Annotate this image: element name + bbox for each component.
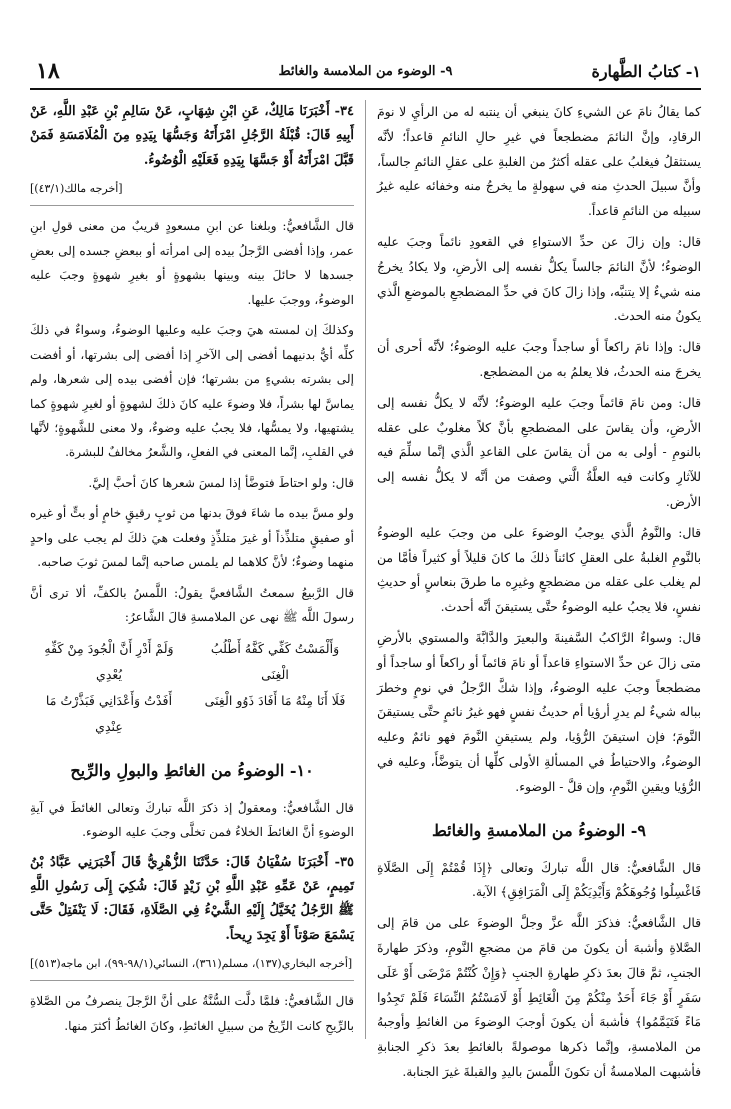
header-rule	[30, 88, 701, 90]
section-heading-9: ٩- الوضوءُ من الملامسةِ والغائط	[431, 820, 647, 840]
hadith-35: ٣٥- أَخْبَرَنَا سُفْيَانُ قَالَ: حَدَّثَنَا الزُّهْرِيُّ قَالَ أَخْبَرَنِي عَبَّادُ بْنُ تَمِيمٍ، عَنْ عَمِّهِ عَبْدِ اللَّهِ بْنِ زَيْدٍ قَالَ: شُكِيَ إِلَى رَسُولِ اللَّهِ ﷺ الرَّجُلُ يُخَيَّلُ إِلَيْهِ الشَّيْءُ فِي الصَّلَاةِ، فَقَالَ: لَا يَنْفَتِلْ حَتَّى يَسْمَعَ صَوْتاً أَوْ يَجِدَ رِيحاً.	[30, 854, 354, 943]
poem-hemistich: فَلَا أَنَا مِنْهُ مَا أَفَادَ ذَوُو الْغِنَى	[204, 692, 346, 708]
paragraph: كما يقالُ نامَ عن الشيءِ كانَ ينبغي أن ينتبه له من الرأيِ لا نومَ الرقادِ، وإنَّ النائمَ مضطجعاً في غيرِ حالِ النائمِ قاعداً؛ لأنَّه يستثقلُ فيغلبُ على عقله أكثرُ من الغلبةِ على عقلِ النائمِ جالساً، وأنَّ سبيلَ الحدثِ منه في سهولةٍ ما يخرجُ منه وخفائه عليه غيرُ سبيله من النائمِ قاعداً.	[377, 105, 701, 219]
paragraph: قال: ومن نامَ قائماً وجبَ عليه الوضوءُ؛ لأنَّه لا يكلُّ نفسه إلى الأرضِ، وأن يقاسَ على المضطجعِ بأنَّ كلاً مغلوبٌ على عقله بالنومِ - أولى به من أن يقاسَ على القاعدِ الَّذي إنَّما سلِّمَ فيه للآثارِ وكانت فيه العلَّةُ الَّتي وصفت من أنَّه لا يكلُّ نفسه إلى الأرض.	[377, 395, 701, 509]
section-heading-10: ١٠- الوضوءُ من الغائطِ والبولِ والرِّيح	[70, 760, 314, 780]
paragraph: قال: وسواءٌ الرَّاكبُ السَّفينةَ والبعيرَ والدَّابَّةَ والمستوي بالأرضِ متى زالَ عن حدِّ الاستواءِ قاعداً أو نامَ قائماً أو راكعاً أو ساجداً أو مضطجعاً وجبَ عليه الوضوءُ، وإذا شكَّ الرَّجلُ في نومٍ وخطرَ بباله شيءٌ لم يدرِ أرؤيا أم حديثُ نفسٍ فهو غيرُ نائمٍ حتَّى يستيقنَ النَّومَ؛ فإن استيقنَ الرُّؤيا، ولم يستيقنِ النَّومَ فهو نائمٌ وعليه الوضوءُ، والاحتياطُ في المسألةِ الأولى كلِّها أن يتوضَّأَ، وعليه في الرُّؤيا ويقينِ النَّومِ، وإن قلَّ - الوضوء.	[377, 630, 701, 794]
paragraph: قال الشَّافعيُّ: ومعقولٌ إذ ذكرَ اللَّه تباركَ وتعالى الغائطَ في آيةِ الوضوءِ أنَّ الغائطَ الخلاءُ فمن تخلَّى وجبَ عليه الوضوء.	[30, 800, 354, 840]
left-column	[30, 100, 354, 1044]
paragraph: قال: والنَّومُ الَّذي يوجبُ الوضوءَ على من وجبَ عليه الوضوءُ بالنَّومِ الغلبةُ على العقلِ كائناً ذلكَ ما كانَ قليلاً أو كثيراً فأمَّا من لم يغلب على عقله من مضطجعٍ وغيرِه ما طرقَ بنعاسٍ أو حديثِ نفسٍ، فلا يجبُ عليه الوضوءُ حتَّى يستيقنَ أنَّه أحدث.	[377, 525, 701, 615]
page-number: ١٨	[36, 58, 60, 84]
book-title: ١- كتابُ الطَّهارة	[591, 62, 701, 81]
divider	[30, 205, 354, 206]
poem-verses	[36, 636, 348, 740]
paragraph: قال: ولو احتاطَ فتوضَّأ إذا لمسَ شعرها كانَ أحبَّ إليَّ.	[88, 475, 354, 490]
paragraph: قال الرَّبيعُ سمعتُ الشَّافعيَّ يقولُ: اللَّمسُ بالكفِّ، ألا ترى أنَّ رسولَ اللَّه ﷺ نهى عن الملامسةِ قالَ الشَّاعرُ:	[30, 585, 354, 625]
chapter-title: ٩- الوضوء من الملامسة والغائط	[278, 64, 453, 79]
hadith-reference: [أخرجه مالك(٤٣/١)]	[30, 182, 123, 196]
right-column	[377, 100, 701, 1091]
poem-hemistich: وَلَمْ أَدْرِ أَنَّ الْجُودَ مِنْ كَفِّهِ يُعْدِي	[44, 640, 174, 682]
column-divider	[365, 100, 366, 1039]
paragraph: قال الشَّافعيُّ: فلمَّا دلَّت السُّنَّةُ على أنَّ الرَّجلَ ينصرفُ من الصَّلاةِ بالرِّيحِ كانت الرِّيحُ من سبيلِ الغائطِ، وكانَ الغائطُ أكثرَ منها.	[30, 994, 354, 1033]
hadith-reference: [أخرجه البخاري(١٣٧)، مسلم(٣٦١)، النسائي(٩٨/١-٩٩)، ابن ماجه(٥١٣)]	[30, 957, 353, 971]
poem-hemistich: وَأَلْمَسْتُ كَفِّي كَفَّهُ أَطْلُبُ الْغِنَى	[210, 640, 340, 682]
paragraph: ولو مسَّ بيده ما شاءَ فوقَ بدنها من ثوبٍ رقيقٍ خامٍ أو بتٍّ أو غيره أو صفيقٍ متلذِّذاً أو غيرَ متلذِّذٍ وفعلت هيَ ذلكَ لم يجب على واحدٍ منهما وضوءٌ؛ لأنَّ كلاهما لم يلمس صاحبه إنَّما لمسَ ثوبَ صاحبه.	[30, 506, 354, 570]
paragraph: قال الشَّافعيُّ: قال اللَّه تباركَ وتعالى ﴿إِذَا قُمْتُمْ إِلَى الصَّلَاةِ فَاغْسِلُوا وُجُوهَكُمْ وَأَيْدِيَكُمْ إِلَى الْمَرَافِقِ﴾ الآية.	[377, 860, 701, 900]
paragraph: وكذلكَ إن لمسته هيَ وجبَ عليه وعليها الوضوءُ، وسواءٌ في ذلكَ كلِّه أيُّ بدنيهما أفضى إلى الآخرِ إذا أفضى إلى بشرتها، أو أفضت إلى بشرته بشيءٍ من بشرتها؛ فإن أفضى بيده إلى شعرها، ولم يماسَّ لها بشراً، فلا وضوءَ عليه كانَ ذلكَ لشهوةٍ أو لغيرِ شهوةٍ كما يشتهيها، ولا يمسُّها، فلا يجبُ عليه وضوءٌ، ولا معنى للشَّهوةٍ؛ لأنَّها في القلبِ، إنَّما المعنى في الفعلِ، والشَّعرُ مخالفٌ للبشرة.	[30, 323, 354, 460]
paragraph: قال الشَّافعيُّ: فذكرَ اللَّه عزَّ وجلَّ الوضوءَ على من قامَ إلى الصَّلاةِ وأشبهَ أن يكونَ من قامَ من مضجعِ النَّومِ، وذكرَ طهارةَ الجنبِ، ثمَّ قالَ بعدَ ذكرِ طهارةِ الجنبِ ﴿وَإِنْ كُنْتُمْ مَرْضَى أَوْ عَلَى سَفَرٍ أَوْ جَاءَ أَحَدٌ مِنْكُمْ مِنَ الْغَائِطِ أَوْ لَامَسْتُمُ النِّسَاءَ فَلَمْ تَجِدُوا مَاءً فَتَيَمَّمُوا﴾ فأشبهَ أن يكونَ أوجبَ الوضوءَ من الغائطِ وأوجبهُ من الملامسةِ، وإنَّما ذكرها موصولةً بالغائطِ بعدَ ذكرِ الجنابةِ فأشبهت الملامسةُ أن تكونَ اللَّمسَ باليدِ والقبلةَ غيرَ الجنابة.	[377, 916, 701, 1079]
poem-hemistich: أَفَدْتُ وَأَعْدَانِي فَبَذَّرْتُ مَا عِنْدِي	[45, 692, 173, 734]
divider	[30, 980, 354, 981]
paragraph: قال: وإذا نامَ راكعاً أو ساجداً وجبَ عليه الوضوءُ؛ لأنَّه أحرى أن يخرجَ منه الحدثُ، فلا يعلمُ به من المضطجع.	[377, 340, 701, 379]
hadith-34: ٣٤- أَخْبَرَنَا مَالِكٌ، عَنِ ابْنِ شِهَابٍ، عَنْ سَالِمِ بْنِ عَبْدِ اللَّهِ، عَنْ أَبِيهِ قَالَ: قُبْلَةُ الرَّجُلِ امْرَأَتَهُ وَجَسُّهَا بِيَدِهِ مِنَ الْمُلَامَسَةِ فَمَنْ قَبَّلَ امْرَأَتَهُ أَوْ جَسَّهَا بِيَدِهِ فَعَلَيْهِ الْوُضُوءُ.	[30, 104, 354, 168]
paragraph: قال الشَّافعيُّ: وبلغنا عن ابنِ مسعودٍ قريبٌ من معنى قولِ ابنِ عمر، وإذا أفضى الرَّجلُ بيده إلى امرأته أو ببعضِ جسده إلى بعضِ جسدها لا حائلَ بينه وبينها بشهوةٍ أو بغيرِ شهوةٍ وجبَ عليه الوضوءُ، ووجبَ عليها.	[30, 219, 354, 307]
paragraph: قال: وإن زالَ عن حدِّ الاستواءِ في القعودِ نائماً وجبَ عليه الوضوءُ؛ لأنَّ النائمَ جالساً يكلُّ نفسه إلى الأرضِ، ولا يكادُ يخرجُ منه شيءٌ إلا يتنبَّه، وإذا زالَ كانَ في حدِّ المضطجعِ بالموضعِ الَّذي يكونُ منه الحدث.	[377, 234, 701, 324]
page-header	[30, 58, 701, 88]
